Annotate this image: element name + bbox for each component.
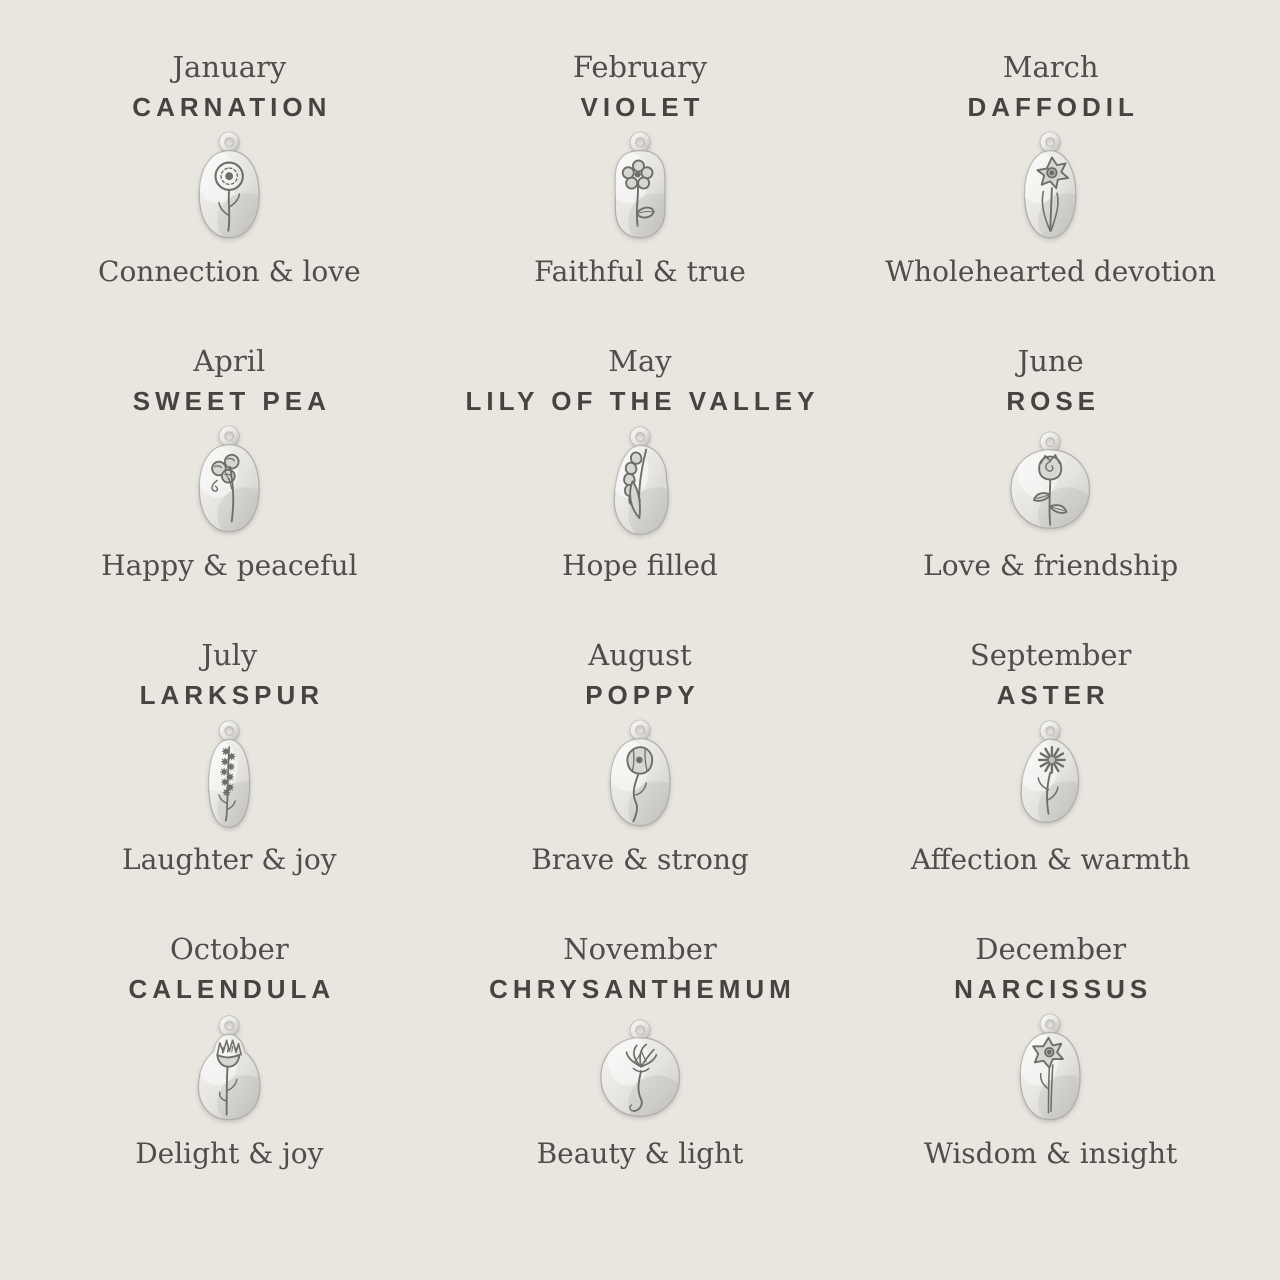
charm-image (589, 419, 691, 547)
meaning-label-november: Beauty & light (536, 1137, 744, 1170)
flower-name-may: LILY OF THE VALLEY (465, 385, 820, 416)
aster-charm-icon (999, 713, 1101, 841)
month-label-february: February (572, 50, 708, 84)
meaning-label-may: Hope filled (562, 549, 718, 582)
charm-image (999, 713, 1101, 841)
birth-flower-card-december (845, 932, 1256, 1170)
sweetpea-charm-icon (178, 419, 280, 547)
birth-flower-card-november (435, 932, 846, 1170)
lily-of-the-valley-charm-icon (589, 419, 691, 547)
birth-flower-card-september (845, 638, 1256, 876)
flower-name-august: POPPY (585, 679, 700, 710)
charm-image (178, 125, 280, 253)
meaning-label-october: Delight & joy (135, 1137, 324, 1170)
larkspur-charm-icon (178, 713, 280, 841)
month-label-june: June (1017, 344, 1084, 378)
month-label-january: January (172, 50, 287, 84)
meaning-label-september: Affection & warmth (910, 843, 1191, 876)
charm-image (589, 1007, 691, 1135)
meaning-label-january: Connection & love (98, 255, 361, 288)
birth-flower-card-april (24, 344, 435, 582)
charm-image (178, 713, 280, 841)
rose-charm-icon (999, 419, 1101, 547)
month-label-april: April (193, 344, 266, 378)
meaning-label-february: Faithful & true (534, 255, 746, 288)
flower-name-january: CARNATION (132, 91, 332, 122)
charm-image (999, 1007, 1101, 1135)
charm-image (178, 419, 280, 547)
violet-charm-icon (589, 125, 691, 253)
month-label-august: August (588, 638, 692, 672)
flower-name-september: ASTER (996, 679, 1110, 710)
meaning-label-march: Wholehearted devotion (885, 255, 1217, 288)
flower-name-july: LARKSPUR (139, 679, 325, 710)
birth-flower-card-august (435, 638, 846, 876)
narcissus-charm-icon (999, 1007, 1101, 1135)
month-label-october: October (169, 932, 289, 966)
poppy-charm-icon (589, 713, 691, 841)
meaning-label-june: Love & friendship (923, 549, 1179, 582)
month-label-may: May (608, 344, 672, 378)
month-label-march: March (1002, 50, 1099, 84)
flower-name-june: ROSE (1006, 385, 1100, 416)
month-label-july: July (201, 638, 258, 672)
meaning-label-april: Happy & peaceful (101, 549, 358, 582)
birth-flower-card-march (845, 50, 1256, 288)
flower-name-december: NARCISSUS (954, 973, 1153, 1004)
meaning-label-august: Brave & strong (531, 843, 749, 876)
birth-flower-card-may (435, 344, 846, 582)
birth-flower-card-june (845, 344, 1256, 582)
meaning-label-july: Laughter & joy (122, 843, 337, 876)
flower-name-february: VIOLET (580, 91, 705, 122)
flower-name-october: CALENDULA (128, 973, 336, 1004)
birth-flower-card-february (435, 50, 846, 288)
charm-image (589, 713, 691, 841)
calendula-charm-icon (178, 1007, 280, 1135)
month-label-september: September (969, 638, 1132, 672)
birth-flower-card-january (24, 50, 435, 288)
charm-image (999, 125, 1101, 253)
birth-flower-card-october (24, 932, 435, 1170)
flower-name-april: SWEET PEA (132, 385, 331, 416)
meaning-label-december: Wisdom & insight (924, 1137, 1178, 1170)
charm-image (178, 1007, 280, 1135)
flower-name-november: CHRYSANTHEMUM (489, 973, 796, 1004)
carnation-charm-icon (178, 125, 280, 253)
charm-image (999, 419, 1101, 547)
month-label-november: November (563, 932, 717, 966)
charm-image (589, 125, 691, 253)
month-label-december: December (975, 932, 1127, 966)
flower-name-march: DAFFODIL (967, 91, 1139, 122)
birth-flower-card-july (24, 638, 435, 876)
birth-flower-chart (24, 0, 1256, 1170)
daffodil-charm-icon (999, 125, 1101, 253)
chrysanthemum-charm-icon (589, 1007, 691, 1135)
